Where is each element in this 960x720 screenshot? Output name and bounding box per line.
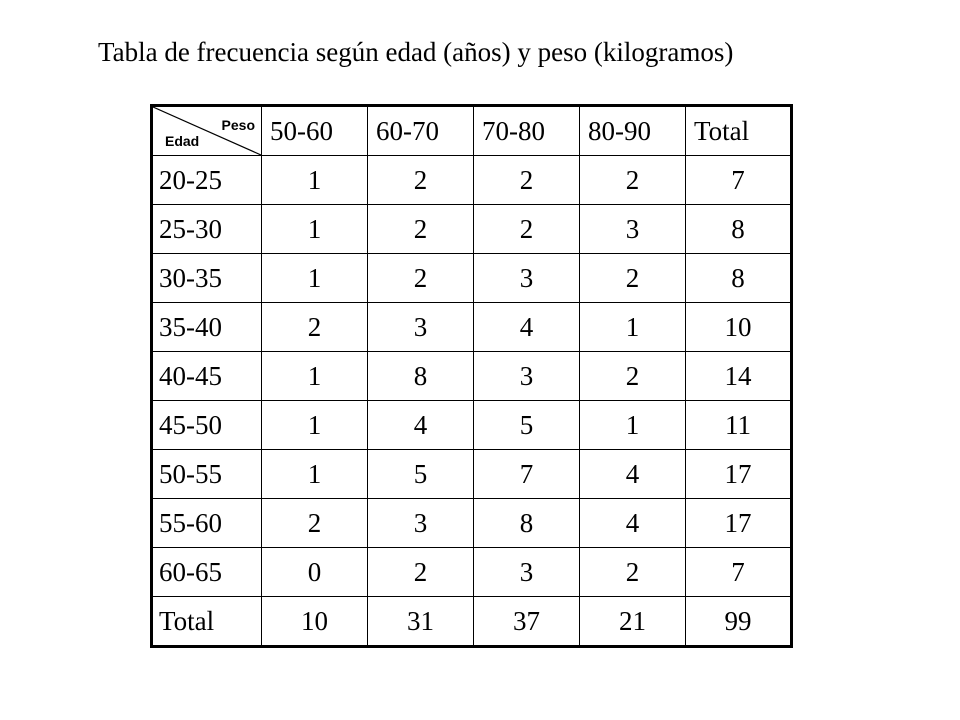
row-header: Total [152,597,262,647]
row-header: 45-50 [152,401,262,450]
table-cell: 1 [262,401,368,450]
total-row [152,597,792,647]
table-cell: 2 [474,205,580,254]
table-cell: 1 [262,352,368,401]
table-cell: 3 [368,303,474,352]
table-row [152,303,792,352]
table-cell: 8 [474,499,580,548]
table-cell: 2 [368,156,474,205]
table-cell: 31 [368,597,474,647]
table-cell: 21 [580,597,686,647]
column-header: 70-80 [474,106,580,156]
column-header: 60-70 [368,106,474,156]
corner-label-edad: Edad [165,133,200,149]
table-cell: 5 [368,450,474,499]
table-cell: 11 [686,401,792,450]
table-cell: 7 [474,450,580,499]
table-cell: 7 [686,156,792,205]
table-cell: 99 [686,597,792,647]
table-cell: 8 [368,352,474,401]
table-cell: 4 [368,401,474,450]
table-cell: 10 [686,303,792,352]
table-cell: 4 [580,450,686,499]
table-row [152,548,792,597]
table-row [152,254,792,303]
table-cell: 2 [580,548,686,597]
table-cell: 10 [262,597,368,647]
table-cell: 37 [474,597,580,647]
table-cell: 17 [686,450,792,499]
table-cell: 3 [474,548,580,597]
table-cell: 4 [474,303,580,352]
table-row [152,450,792,499]
row-header: 40-45 [152,352,262,401]
column-header: 50-60 [262,106,368,156]
row-header: 35-40 [152,303,262,352]
row-header: 20-25 [152,156,262,205]
table-cell: 4 [580,499,686,548]
table-cell: 3 [580,205,686,254]
header-row [152,106,792,156]
corner-header-cell [152,106,262,156]
table-cell: 14 [686,352,792,401]
table-cell: 2 [262,499,368,548]
table-cell: 1 [262,450,368,499]
frequency-table [150,104,793,648]
table-cell: 2 [580,352,686,401]
table-cell: 2 [368,205,474,254]
table-cell: 7 [686,548,792,597]
table-cell: 2 [368,548,474,597]
table-row [152,499,792,548]
row-header: 25-30 [152,205,262,254]
row-header: 60-65 [152,548,262,597]
page-title: Tabla de frecuencia según edad (años) y peso (kilogramos) [98,37,734,67]
table-cell: 3 [474,254,580,303]
corner-label-peso: Peso [221,117,255,133]
table-cell: 1 [262,254,368,303]
table-cell: 8 [686,254,792,303]
table-cell: 1 [580,303,686,352]
table-cell: 1 [580,401,686,450]
table-cell: 2 [580,254,686,303]
table-cell: 2 [262,303,368,352]
table-cell: 2 [474,156,580,205]
table-cell: 5 [474,401,580,450]
row-header: 50-55 [152,450,262,499]
table-cell: 2 [368,254,474,303]
table-cell: 2 [580,156,686,205]
row-header: 30-35 [152,254,262,303]
table-cell: 3 [474,352,580,401]
table-cell: 8 [686,205,792,254]
table-row [152,205,792,254]
table-cell: 1 [262,205,368,254]
table-row [152,352,792,401]
table-cell: 3 [368,499,474,548]
table-cell: 1 [262,156,368,205]
table-row [152,156,792,205]
table-cell: 17 [686,499,792,548]
table-row [152,401,792,450]
table-cell: 0 [262,548,368,597]
column-header: 80-90 [580,106,686,156]
row-header: 55-60 [152,499,262,548]
column-header: Total [686,106,792,156]
